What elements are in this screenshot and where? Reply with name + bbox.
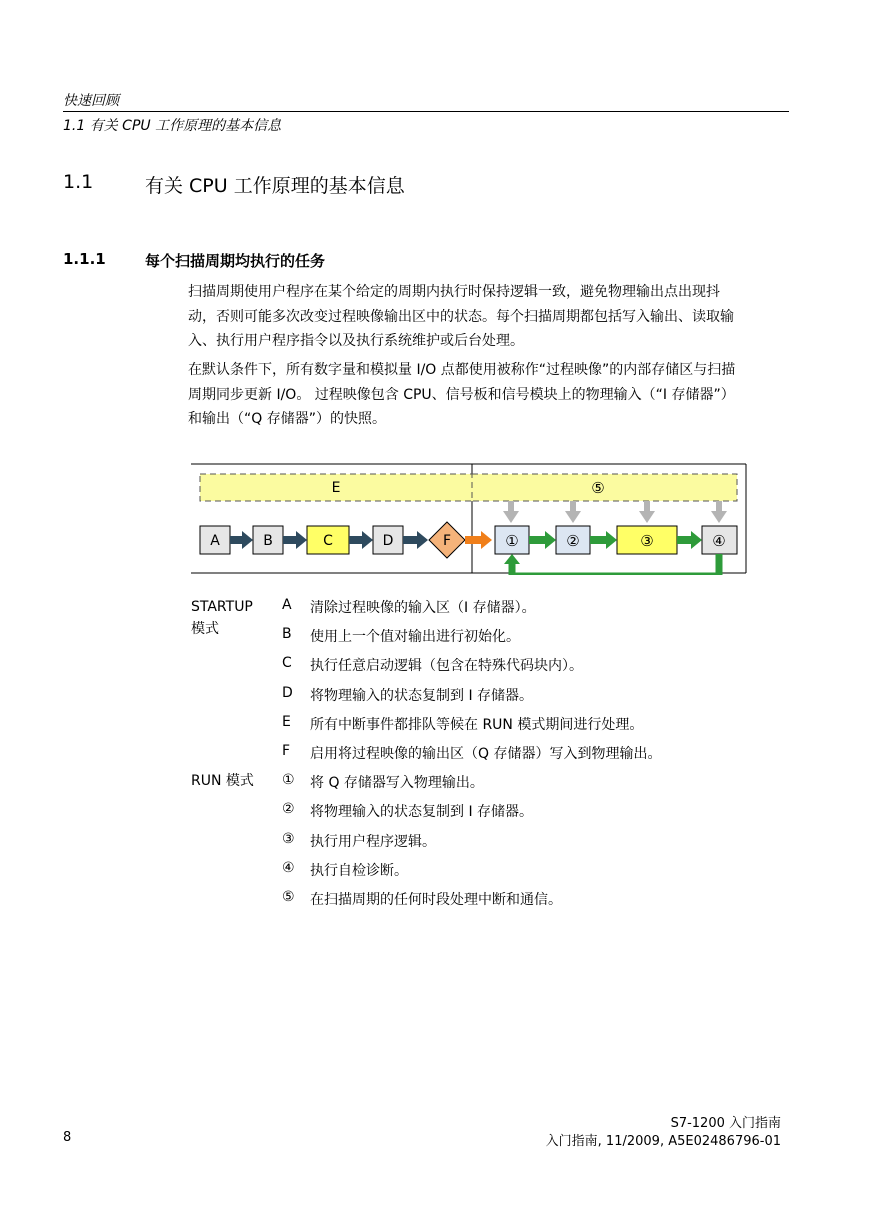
transition-arrow <box>465 531 492 549</box>
cycle-loop-arrowhead <box>504 554 520 564</box>
legend-text: 执行自检诊断。 <box>310 863 408 879</box>
legend-text: 启用将过程映像的输出区（Q 存储器）写入到物理输出。 <box>310 746 662 762</box>
down-arrow <box>639 501 655 523</box>
run-arrow <box>677 531 702 549</box>
step-1-label: ① <box>505 532 519 550</box>
legend-key: ④ <box>282 860 295 876</box>
down-arrow <box>565 501 581 523</box>
legend-text: 所有中断事件都排队等候在 RUN 模式期间进行处理。 <box>310 717 644 733</box>
down-arrow <box>711 501 727 523</box>
footer-subtitle: 入门指南, 11/2009, A5E02486796-01 <box>545 1134 781 1149</box>
step-b-label: B <box>263 533 273 549</box>
legend-text: 在扫描周期的任何时段处理中断和通信。 <box>310 892 562 908</box>
run-mode-label: RUN 模式 <box>191 773 254 789</box>
paragraph-line: 和输出（“Q 存储器”）的快照。 <box>188 411 386 427</box>
footer-title: S7-1200 入门指南 <box>670 1116 781 1131</box>
legend-key: ② <box>282 801 295 817</box>
startup-arrow <box>403 531 428 549</box>
header-rule <box>63 111 789 112</box>
legend-text: 将物理输入的状态复制到 I 存储器。 <box>310 804 534 820</box>
legend-key: C <box>282 655 292 671</box>
legend-key: F <box>282 743 291 759</box>
subsection-number: 1.1.1 <box>63 250 106 268</box>
run-arrow <box>590 531 617 549</box>
subsection-title: 每个扫描周期均执行的任务 <box>145 252 326 270</box>
legend-key: ⑤ <box>282 889 295 905</box>
cycle-loop-arrow <box>512 554 719 575</box>
legend-text: 执行用户程序逻辑。 <box>310 834 436 850</box>
legend-key: ③ <box>282 831 295 847</box>
page-number: 8 <box>63 1130 72 1145</box>
legend-text: 执行任意启动逻辑（包含在特殊代码块内）。 <box>310 658 583 674</box>
legend-text: 使用上一个值对输出进行初始化。 <box>310 629 520 645</box>
startup-arrow <box>230 531 253 549</box>
legend-text: 将物理输入的状态复制到 I 存储器。 <box>310 688 534 704</box>
mode-label-line: STARTUP <box>191 599 253 615</box>
legend-key: B <box>282 626 292 642</box>
step-c-label: C <box>323 533 333 549</box>
legend-key: D <box>282 685 293 701</box>
paragraph-line: 周期同步更新 I/O。 过程映像包含 CPU、信号板和信号模块上的物理输入（“I 存储器”） <box>188 386 735 403</box>
step-a-label: A <box>210 533 220 549</box>
startup-mode-label <box>191 596 253 640</box>
startup-arrow <box>283 531 307 549</box>
paragraph-line: 动，否则可能多次改变过程映像输出区中的状态。每个扫描周期都包括写入输出、读取输 <box>188 308 734 325</box>
legend-key: A <box>282 597 292 613</box>
running-header-section: 1.1 有关 CPU 工作原理的基本信息 <box>63 118 282 134</box>
legend-text: 将 Q 存储器写入物理输出。 <box>310 775 484 791</box>
scan-cycle-diagram <box>190 463 747 575</box>
step-4-label: ④ <box>712 532 726 550</box>
step-f-label: F <box>442 533 452 549</box>
bar-label-5: ⑤ <box>591 479 605 497</box>
startup-arrow <box>349 531 373 549</box>
legend-text: 清除过程映像的输入区（I 存储器）。 <box>310 600 536 616</box>
legend-key: E <box>282 714 291 730</box>
section-number: 1.1 <box>63 171 94 193</box>
legend-key: ① <box>282 772 295 788</box>
bar-label-e: E <box>331 480 341 496</box>
down-arrow <box>503 501 519 523</box>
step-3-label: ③ <box>640 532 654 550</box>
step-d-label: D <box>382 533 394 549</box>
run-arrow <box>529 531 556 549</box>
paragraph-line: 在默认条件下，所有数字量和模拟量 I/O 点都使用被称作“过程映像”的内部存储区与扫描 <box>188 362 736 378</box>
running-header-chapter: 快速回顾 <box>63 93 119 109</box>
mode-label-line: 模式 <box>191 621 219 637</box>
paragraph-scan-cycle <box>188 280 788 354</box>
paragraph-line: 扫描周期使用户程序在某个给定的周期内执行时保持逻辑一致，避免物理输出点出现抖 <box>188 284 720 300</box>
paragraph-line: 入、执行用户程序指令以及执行系统维护或后台处理。 <box>188 333 524 349</box>
section-title: 有关 CPU 工作原理的基本信息 <box>145 175 405 197</box>
step-2-label: ② <box>566 532 580 550</box>
paragraph-process-image <box>188 358 788 432</box>
